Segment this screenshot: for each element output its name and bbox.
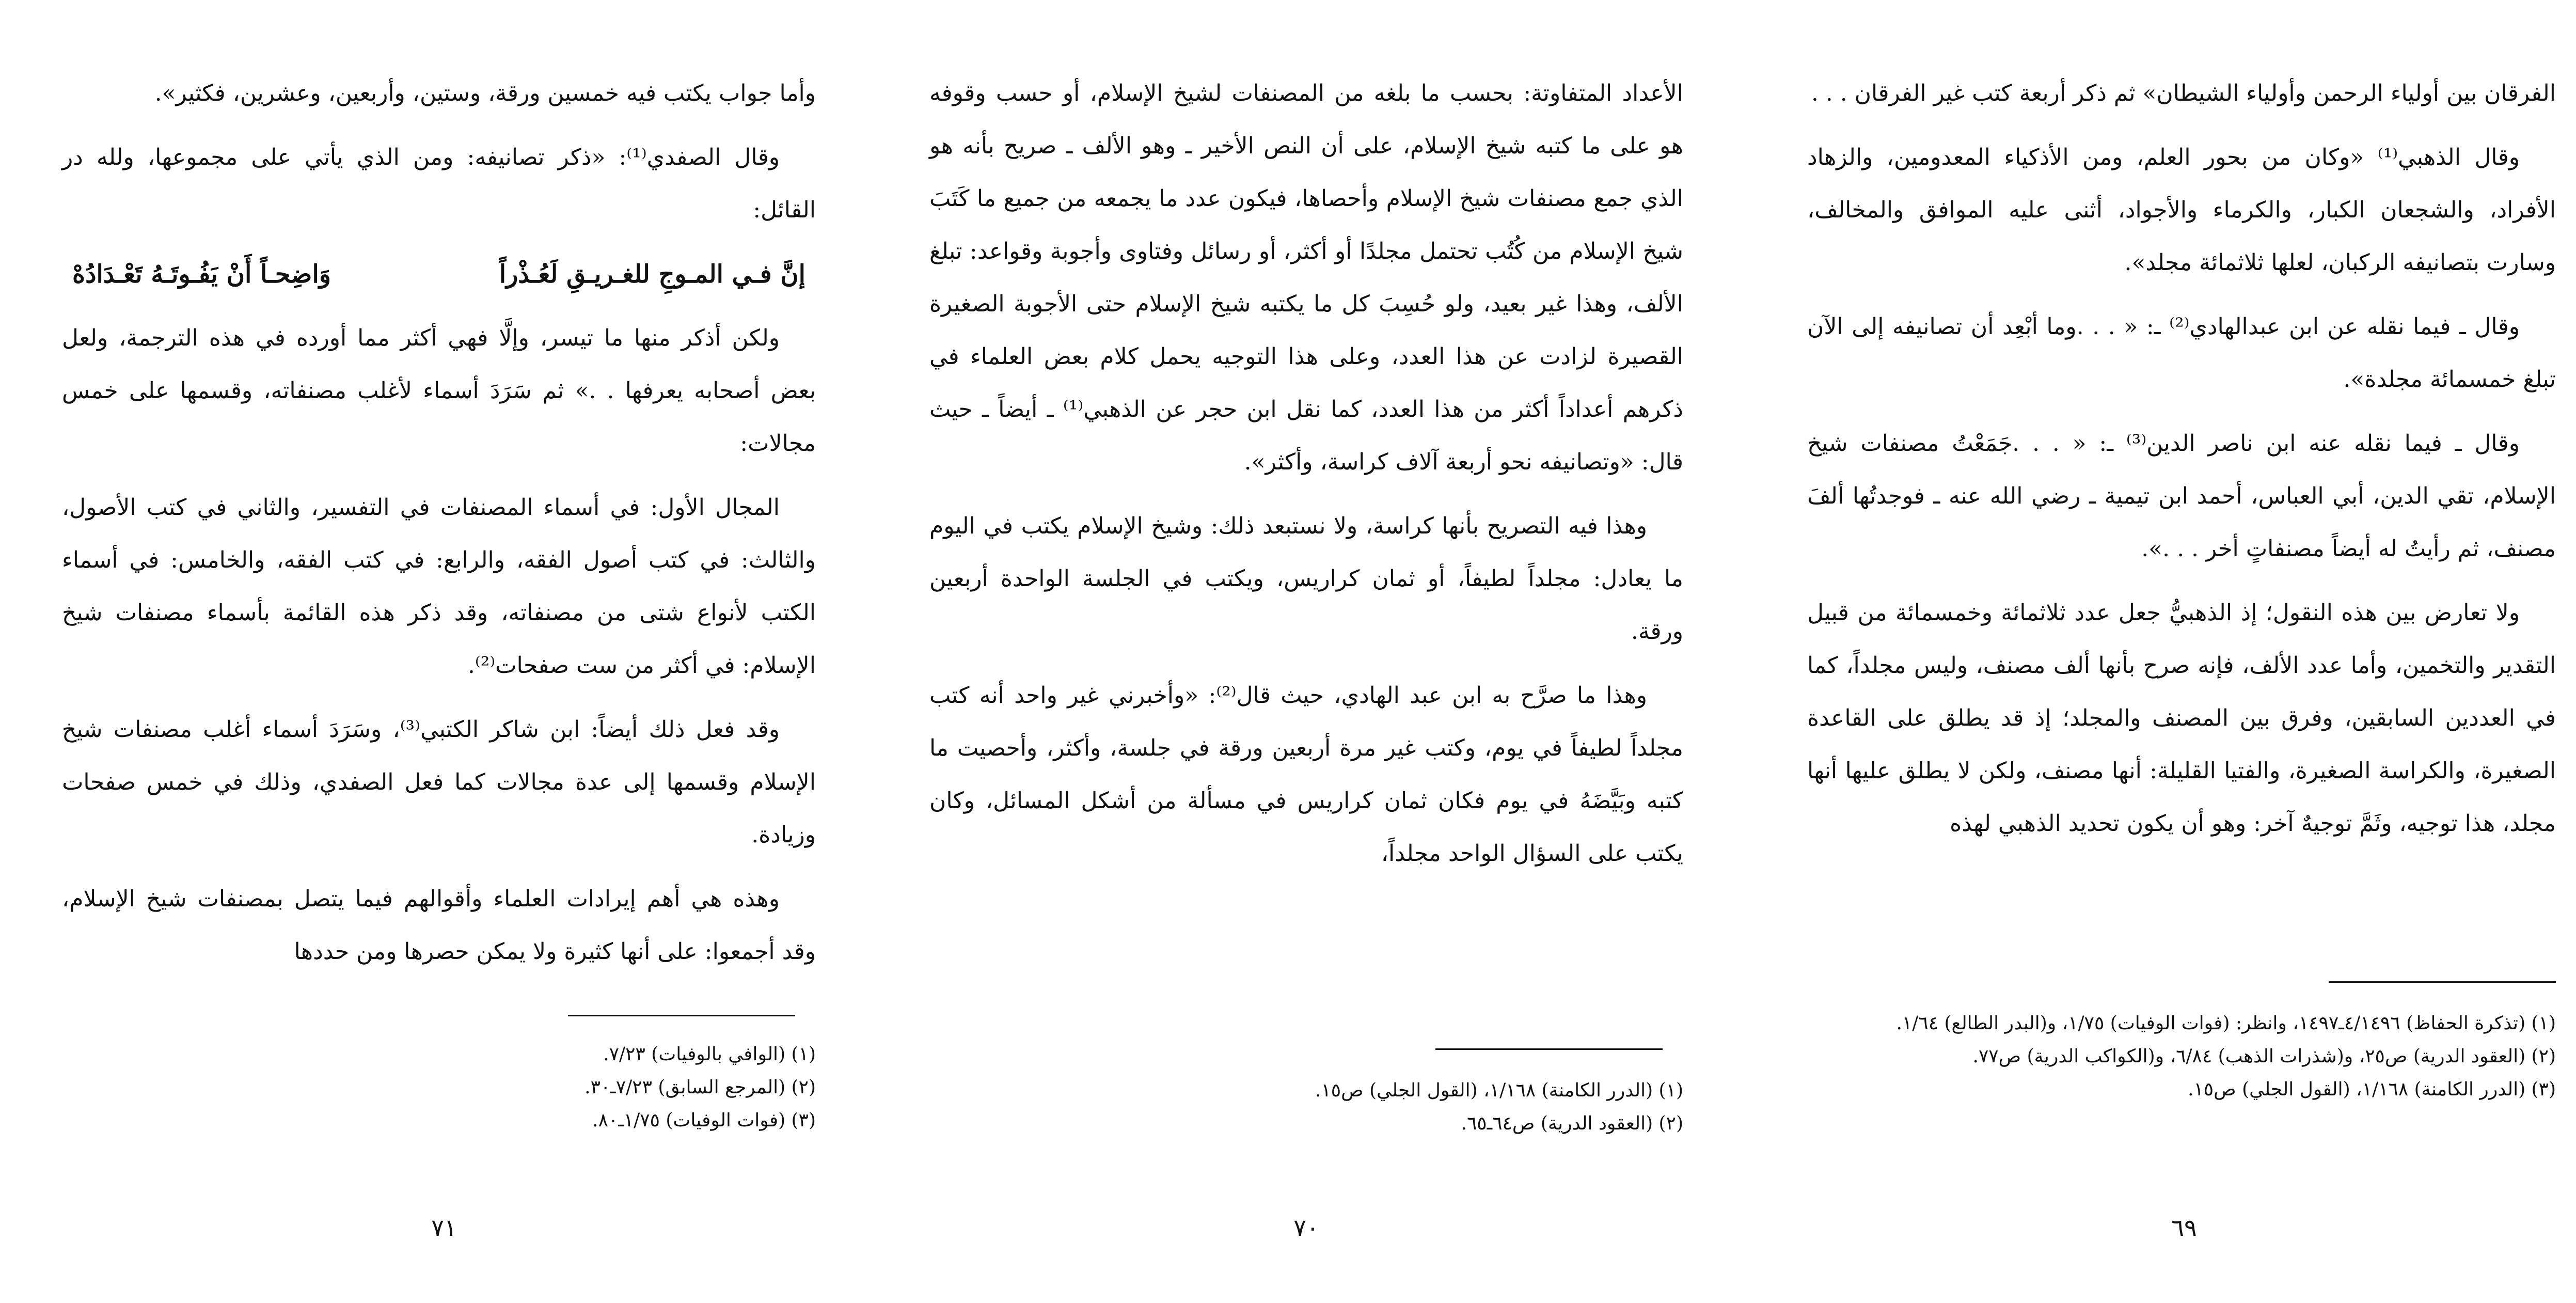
paragraph: وقال الصفدي⁽¹⁾: «ذكر تصانيفه: ومن الذي يأتي على مجموعها، ولله در القائل: [62,144,816,223]
footnote-separator [568,1015,795,1016]
page-number: ٧١ [431,1214,457,1242]
page-71-footnotes [62,1038,816,1137]
paragraph: وقد فعل ذلك أيضاً: ابن شاكر الكتبي⁽³⁾، وسَرَدَ أسماء أغلب مصنفات شيخ الإسلام وقسمها إلى عدة مجالات كما فعل الصفدي، وذلك في خمس صفحات وزيادة. [62,716,816,848]
paragraph: ولكن أذكر منها ما تيسر، وإلَّا فهي أكثر مما أورده في هذه الترجمة، ولعل بعض أصحابه يعرفها . .» ثم سَرَدَ أسماء لأغلب مصنفاته، وقسمها على خمس مجالات: [62,325,816,457]
paragraph: وقال ـ فيما نقله عن ابن عبدالهادي⁽²⁾ ـ: « . . .وما أبْعِد أن تصانيفه إلى الآن تبلغ خمسمائة مجلدة». [1807,313,2556,393]
footnote: (٣) (فوات الوفيات) ١/٧٥ـ٨٠. [592,1110,816,1131]
paragraph: المجال الأول: في أسماء المصنفات في التفسير، والثاني في كتب الأصول، والثالث: في كتب أصول الفقه، والرابع: في كتب الفقه، والخامس: في أسماء الكتب لأنواع شتى من مصنفاته، وقد ذكر هذه القائمة بأسماء مصنفات شيخ الإسلام: في أكثر من ست صفحات⁽²⁾. [62,494,816,679]
page-71 [0,0,878,1303]
page-number: ٧٠ [1293,1214,1319,1242]
paragraph: وهذه هي أهم إيرادات العلماء وأقوالهم فيما يتصل بمصنفات شيخ الإسلام، وقد أجمعوا: على أنها كثيرة ولا يمكن حصرها ومن حددها [62,886,816,965]
page-70-footnotes [929,1074,1683,1140]
footnote: (٢) (المرجع السابق) ٧/٢٣ـ٣٠. [584,1077,816,1098]
footnote: (٢) (العقود الدرية) ص٢٥، و(شذرات الذهب) ٦/٨٤، و(الكواكب الدرية) ص٧٧. [1972,1046,2556,1067]
paragraph: الأعداد المتفاوتة: بحسب ما بلغه من المصنفات لشيخ الإسلام، أو حسب وقوفه هو على ما كتبه شيخ الإسلام، على أن النص الأخير ـ وهو الألف ـ صريح بأنه هو الذي جمع مصنفات شيخ الإسلام وأحصاها، فيكون عدد ما يجمعه من جميع ما كَتَبَ شيخ الإسلام من كُتُب تحتمل مجلدًا أو أكثر، أو رسائل وفتاوى وأجوبة وقواعد: تبلغ الألف، وهذا غير بعيد، ولو حُسِبَ كل ما يكتبه شيخ الإسلام حتى الأجوبة الصغيرة القصيرة لزادت عن هذا العدد، وعلى هذا التوجيه يحمل كلام بعض العلماء في ذكرهم أعداداً أكثر من هذا العدد، كما نقل ابن حجر عن الذهبي⁽¹⁾ ـ أيضاً ـ حيث قال: «وتصانيفه نحو أربعة آلاف كراسة، وأكثر». [929,80,1683,475]
page-number: ٦٩ [2171,1214,2197,1242]
footnote-separator [2329,981,2556,983]
page-70 [898,0,1771,1303]
paragraph: وهذا فيه التصريح بأنها كراسة، ولا نستبعد ذلك: وشيخ الإسلام يكتب في اليوم ما يعادل: مجلداً لطيفاً، أو ثمان كراريس، ويكتب في الجلسة الواحدة أربعين ورقة. [929,513,1683,645]
paragraph: وهذا ما صرَّح به ابن عبد الهادي، حيث قال⁽²⁾: «وأخبرني غير واحد أنه كتب مجلداً لطيفاً في يوم، وكتب غير مرة أربعين ورقة في جلسة، وأكثر، وأحصيت ما كتبه وبَيَّضَهُ في يوم فكان ثمان كراريس في مسألة من أشكل المسائل، وكان يكتب على السؤال الواحد مجلداً، [929,682,1683,867]
verse-second-hemistich: وَاضِحـاً أَنْ يَفُـوتَـهُ تَعْـدَادُهْ [72,260,331,289]
footnote: (٣) (الدرر الكامنة) ١/١٦٨، (القول الجلي) ص١٥. [2187,1079,2556,1100]
paragraph: وقال الذهبي⁽¹⁾ «وكان من بحور العلم، ومن الأذكياء المعدومين، والزهاد الأفراد، والشجعان الكبار، والكرماء والأجواد، أثنى عليه الموافق والمخالف، وسارت بتصانيفه الركبان، لعلها ثلاثمائة مجلد». [1807,144,2556,276]
poetry-verse [62,248,816,301]
paragraph: الفرقان بين أولياء الرحمن وأولياء الشيطان» ثم ذكر أربعة كتب غير الفرقان . . . [1811,80,2556,106]
footnote: (١) (الوافي بالوفيات) ٧/٢٣. [603,1044,816,1065]
page-70-body [929,67,1683,891]
page-71-body [62,67,816,990]
footnote: (١) (الدرر الكامنة) ١/١٦٨، (القول الجلي) ص١٥. [1315,1080,1683,1101]
page-69-footnotes [1807,1007,2556,1106]
footnote: (٢) (العقود الدرية) ص٦٤ـ٦٥. [1461,1113,1683,1134]
footnote: (١) (تذكرة الحفاظ) ٤/١٤٩٦ـ١٤٩٧، وانظر: (فوات الوفيات) ١/٧٥، و(البدر الطالع) ١/٦٤. [1896,1013,2556,1034]
page-69-body [1807,67,2556,861]
paragraph: وأما جواب يكتب فيه خمسين ورقة، وستين، وأربعين، وعشرين، فكثير». [154,80,816,106]
paragraph: وقال ـ فيما نقله عنه ابن ناصر الدين⁽³⁾ ـ: « . . .جَمَعْتُ مصنفات شيخ الإسلام، تقي الدين، أبي العباس، أحمد ابن تيمية ـ رضي الله عنه ـ فوجدتُها ألفَ مصنف، ثم رأيتُ له أيضاً مصنفاتٍ أخر . . .». [1807,430,2556,562]
footnote-separator [1435,1048,1663,1050]
verse-first-hemistich: إنَّ فـي المـوجِ للغـريـقِ لَعُـذْراً [499,260,805,289]
page-69 [1792,0,2576,1303]
paragraph: ولا تعارض بين هذه النقول؛ إذ الذهبيُّ جعل عدد ثلاثمائة وخمسمائة من قبيل التقدير والتخمين، وأما عدد الألف، فإنه صرح بأنها ألف مصنف، وليس مجلداً، كما في العددين السابقين، وفرق بين المصنف والمجلد؛ إذ قد يطلق على القاعدة الصغيرة، والكراسة الصغيرة، والفتيا القليلة: أنها مصنف، ولكن لا يطلق عليها أنها مجلد، هذا توجيه، وثَمَّ توجيهٌ آخر: وهو أن يكون تحديد الذهبي لهذه [1807,600,2556,837]
